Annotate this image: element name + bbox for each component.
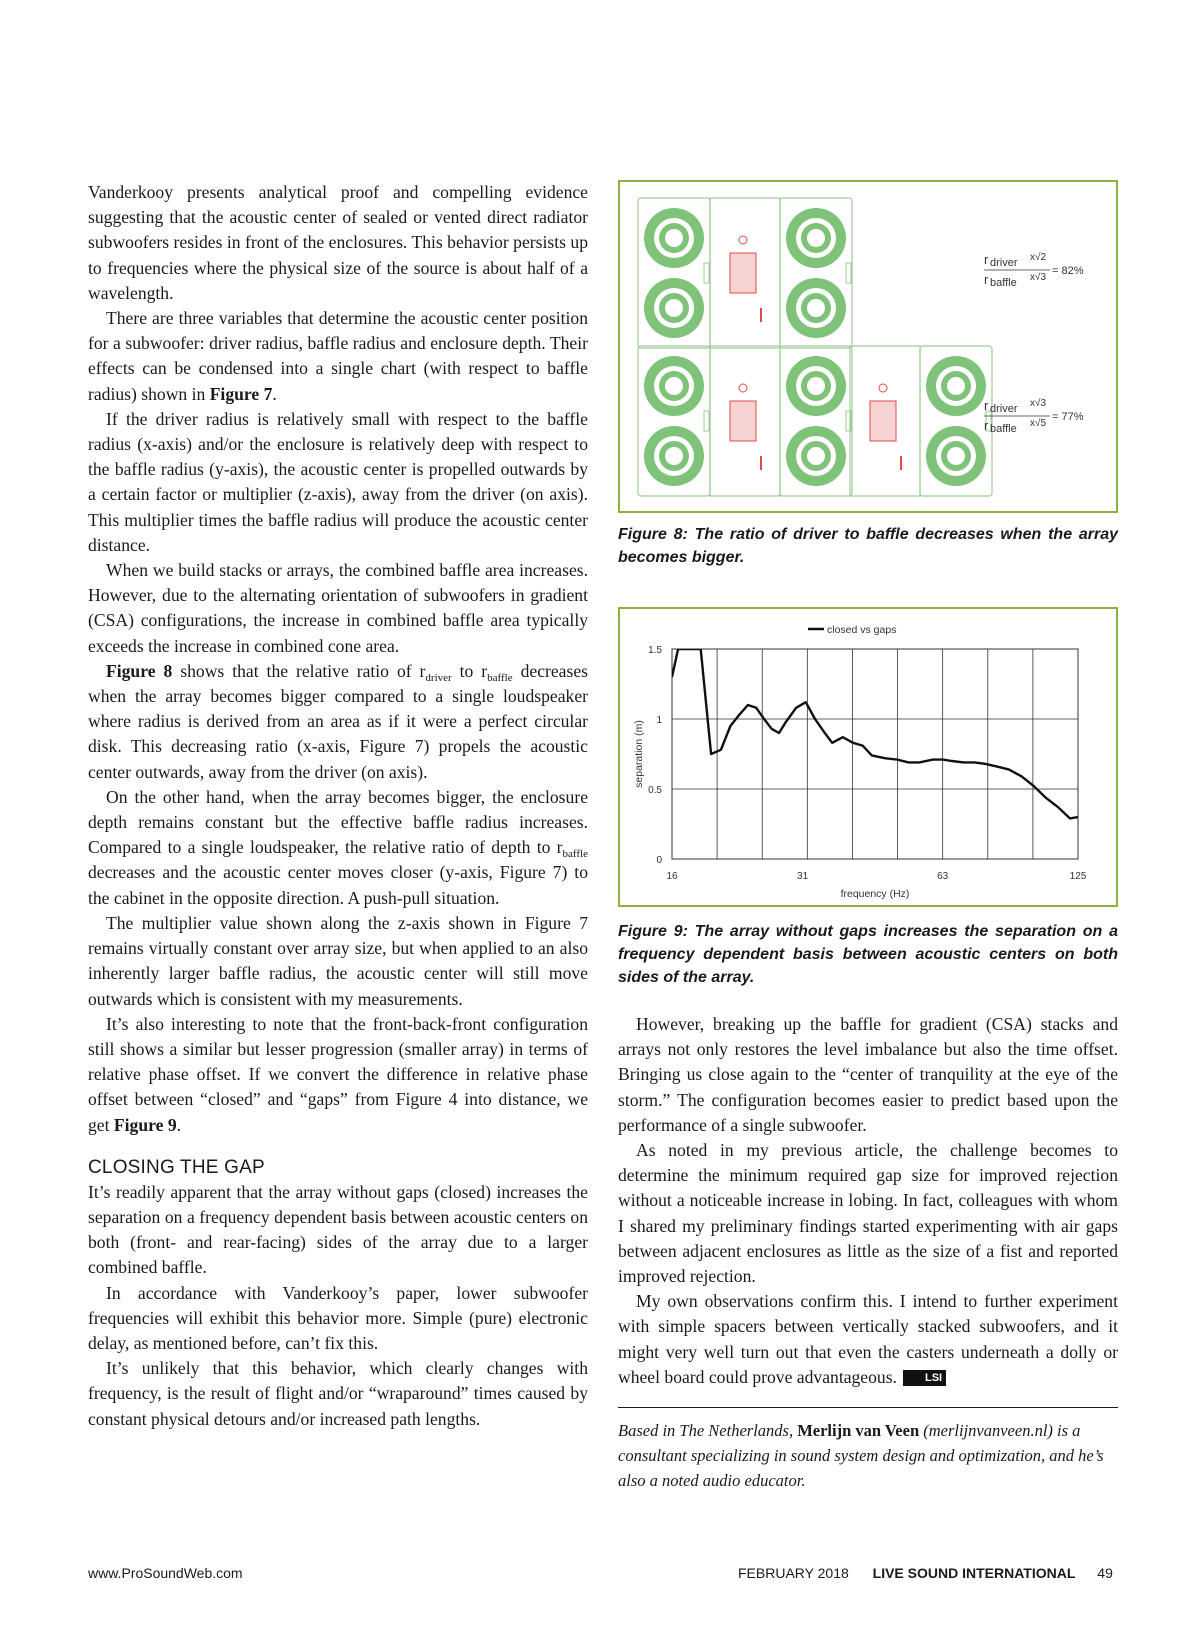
connector-icon (879, 384, 887, 392)
paragraph (88, 1012, 588, 1138)
y-tick-label: 1.5 (648, 645, 662, 656)
paragraph: The multiplier value shown along the z-axis shown in Figure 7 remains virtually constant over array size, but when applied to an also inherently larger baffle radius, the acoustic center will still move outwards which is consistent with my measurements. (88, 912, 588, 1009)
formula-text: = 82% (1052, 265, 1084, 277)
array-diagram (620, 182, 1116, 511)
subscript: driver (425, 671, 452, 684)
driver-center (665, 229, 683, 247)
rear-handle (900, 456, 902, 470)
x-axis-label: frequency (Hz) (840, 888, 910, 900)
x-tick-label: 31 (797, 871, 809, 882)
text: There are three variables that determine the acoustic center position for a subwoofer: driver radius, baffle radius and enclosure depth. Their effects can be condensed into a single chart (with respect to baffle radius) shown in (88, 308, 588, 404)
footer-website: www.ProSoundWeb.com (88, 1565, 243, 1581)
figure-ref: Figure 8 (106, 660, 173, 681)
subwoofer-cabinet (638, 198, 710, 348)
paragraph (88, 785, 588, 911)
paragraph: It’s readily apparent that the array without gaps (closed) increases the separation on a frequency dependent basis between acoustic centers on both (front- and rear-facing) sides of the array due to a larger combined baffle. (88, 1181, 588, 1278)
separation-chart (620, 609, 1116, 905)
handle (704, 411, 709, 431)
formula-text: x√2 (1030, 252, 1047, 263)
handle (704, 263, 709, 283)
driver-center (665, 377, 683, 395)
y-tick-label: 0.5 (648, 785, 662, 796)
formula-text: driver (990, 403, 1018, 415)
formula-text: x√3 (1030, 398, 1047, 409)
y-axis-label: separation (m) (633, 720, 645, 788)
left-column (88, 180, 588, 1432)
formula-text: r (984, 272, 989, 287)
footer-date: FEBRUARY 2018 (738, 1565, 849, 1581)
subwoofer-rear (850, 346, 920, 496)
text: It’s also interesting to note that the front-back-front configuration still shows a similar but lesser progression (smaller array) in terms of relative phase offset. If we convert the difference in relative phase offset between “closed” and “gaps” from Figure 4 into distance, we get (88, 1013, 588, 1135)
driver-center (807, 299, 825, 317)
paragraph: However, breaking up the baffle for gradient (CSA) stacks and arrays not only restores the level imbalance but also the time offset. Bringing us close again to the “center of tranquility at the eye of the storm.” The configuration becomes easier to predict based upon the performance of a single subwoofer. (618, 1014, 1118, 1135)
divider (618, 1407, 1118, 1408)
figure-9-caption: Figure 9: The array without gaps increases the separation on a frequency dependent basis between acoustic centers on both sides of the array. (618, 923, 1118, 986)
footer-right (738, 1565, 1113, 1581)
text: My own observations confirm this. I intend to further experiment with simple spacers between vertically stacked subwoofers, and it might very well turn out that even the casters underneath a dolly or wheel board could prove advantageous. (618, 1291, 1118, 1387)
paragraph: When we build stacks or arrays, the combined baffle area increases. However, due to the alternating orientation of subwoofers in gradient (CSA) configurations, the increase in combined baffle area typically exceeds the increase in combined cone area. (88, 560, 588, 656)
rear-label-plate (730, 253, 756, 293)
driver-center (807, 447, 825, 465)
driver-center (807, 377, 825, 395)
paragraph: In accordance with Vanderkooy’s paper, lower subwoofer frequencies will exhibit this behavior more. Simple (pure) electronic delay, as mentioned before, can’t fix this. (88, 1282, 588, 1353)
formula-text: r (984, 418, 989, 433)
paragraph: As noted in my previous article, the challenge becomes to determine the minimum required gap size for improved rejection without a noticeable increase in lobing. In fact, colleagues with whom I shared my preliminary findings started experimenting with air gaps between adjacent enclosures as little as the size of a fist and reported improved rejection. (618, 1140, 1118, 1287)
subwoofer-cabinet (638, 346, 710, 496)
formula-text: baffle (990, 423, 1017, 435)
text: . (176, 1114, 182, 1135)
footer-page: 49 (1097, 1565, 1113, 1581)
connector-icon (739, 384, 747, 392)
subscript: baffle (562, 848, 588, 861)
formula-text: x√3 (1030, 272, 1047, 283)
series-line (672, 649, 1078, 818)
subscript: baffle (487, 671, 513, 684)
plot-frame (672, 649, 1078, 859)
driver-center (665, 447, 683, 465)
formula-text: x√5 (1030, 418, 1047, 429)
ratio-formula-top (984, 251, 1084, 289)
subwoofer-cabinet (780, 346, 852, 496)
ratio-formula-bottom (984, 397, 1084, 435)
formula-text: r (984, 398, 989, 413)
formula-text: = 77% (1052, 411, 1084, 423)
paragraph: If the driver radius is relatively small with respect to the baffle radius (x-axis) and/or the enclosure is relatively deep with respect to the baffle radius (y-axis), the acoustic center is propelled outwards by a certain factor or multiplier (z-axis), away from the driver (on axis). This multiplier times the baffle radius will produce the acoustic center distance. (88, 408, 588, 555)
x-tick-label: 125 (1069, 871, 1087, 882)
y-tick-label: 1 (656, 715, 662, 726)
handle (846, 263, 851, 283)
paragraph (88, 659, 588, 785)
text: Based in The Netherlands, (618, 1421, 798, 1441)
paragraph: Vanderkooy presents analytical proof and compelling evidence suggesting that the acoustic center of sealed or vented direct radiator subwoofers resides in front of the enclosures. This behavior persists up to frequencies where the physical size of the source is about half of a wavelength. (88, 182, 588, 303)
figure-ref: Figure 9 (113, 1114, 177, 1135)
section-heading: CLOSING THE GAP (88, 1156, 265, 1178)
driver-center (947, 447, 965, 465)
y-tick-label: 0 (656, 855, 662, 866)
text: shows that the relative ratio of r (172, 660, 426, 681)
paragraph (618, 1289, 1118, 1390)
text: (merlijnvanveen.nl) is a consultant specializing in sound system design and optimization, and he’s also a noted audio educator. (618, 1421, 1104, 1491)
author-bio (618, 1418, 1118, 1493)
subwoofer-rear (710, 198, 780, 348)
subwoofer-cabinet (920, 346, 992, 496)
paragraph (88, 306, 588, 407)
x-tick-label: 16 (666, 871, 678, 882)
figure-ref: Figure 7 (209, 383, 273, 404)
rear-handle (760, 456, 762, 470)
driver-center (665, 299, 683, 317)
subwoofer-rear (710, 346, 780, 496)
legend-label: closed vs gaps (827, 624, 897, 636)
text: On the other hand, when the array becomes bigger, the enclosure depth remains constant but the effective baffle radius increases. Compared to a single loudspeaker, the relative ratio of depth to r (88, 786, 588, 858)
end-mark: LSI (903, 1370, 946, 1386)
right-column (618, 180, 1118, 1493)
rear-label-plate (870, 401, 896, 441)
paragraph: It’s unlikely that this behavior, which clearly changes with frequency, is the result of flight and/or “wraparound” times caused by constant physical detours and/or increased path lengths. (88, 1358, 588, 1429)
formula-text: driver (990, 257, 1018, 269)
text: decreases when the array becomes bigger compared to a single loudspeaker where radius is derived from an area as if it were a perfect circular disk. This decreasing ratio (x-axis, Figure 7) propels the acoustic center outwards, away from the driver (on axis). (88, 660, 588, 782)
driver-center (807, 229, 825, 247)
text: to r (451, 660, 488, 681)
figure-8-caption: Figure 8: The ratio of driver to baffle decreases when the array becomes bigger. (618, 526, 1118, 566)
rear-handle (760, 308, 762, 322)
figure-8 (618, 180, 1118, 513)
driver-center (947, 377, 965, 395)
text: . (272, 383, 277, 404)
text: decreases and the acoustic center moves closer (y-axis, Figure 7) to the cabinet in the opposite direction. A push-pull situation. (88, 862, 588, 908)
figure-9 (618, 607, 1118, 907)
x-tick-label: 63 (937, 871, 949, 882)
formula-text: r (984, 252, 989, 267)
rear-label-plate (730, 401, 756, 441)
author-name: Merlijn van Veen (797, 1421, 920, 1441)
connector-icon (739, 236, 747, 244)
subwoofer-cabinet (780, 198, 852, 348)
footer-magazine: LIVE SOUND INTERNATIONAL (872, 1565, 1076, 1581)
formula-text: baffle (990, 277, 1017, 289)
